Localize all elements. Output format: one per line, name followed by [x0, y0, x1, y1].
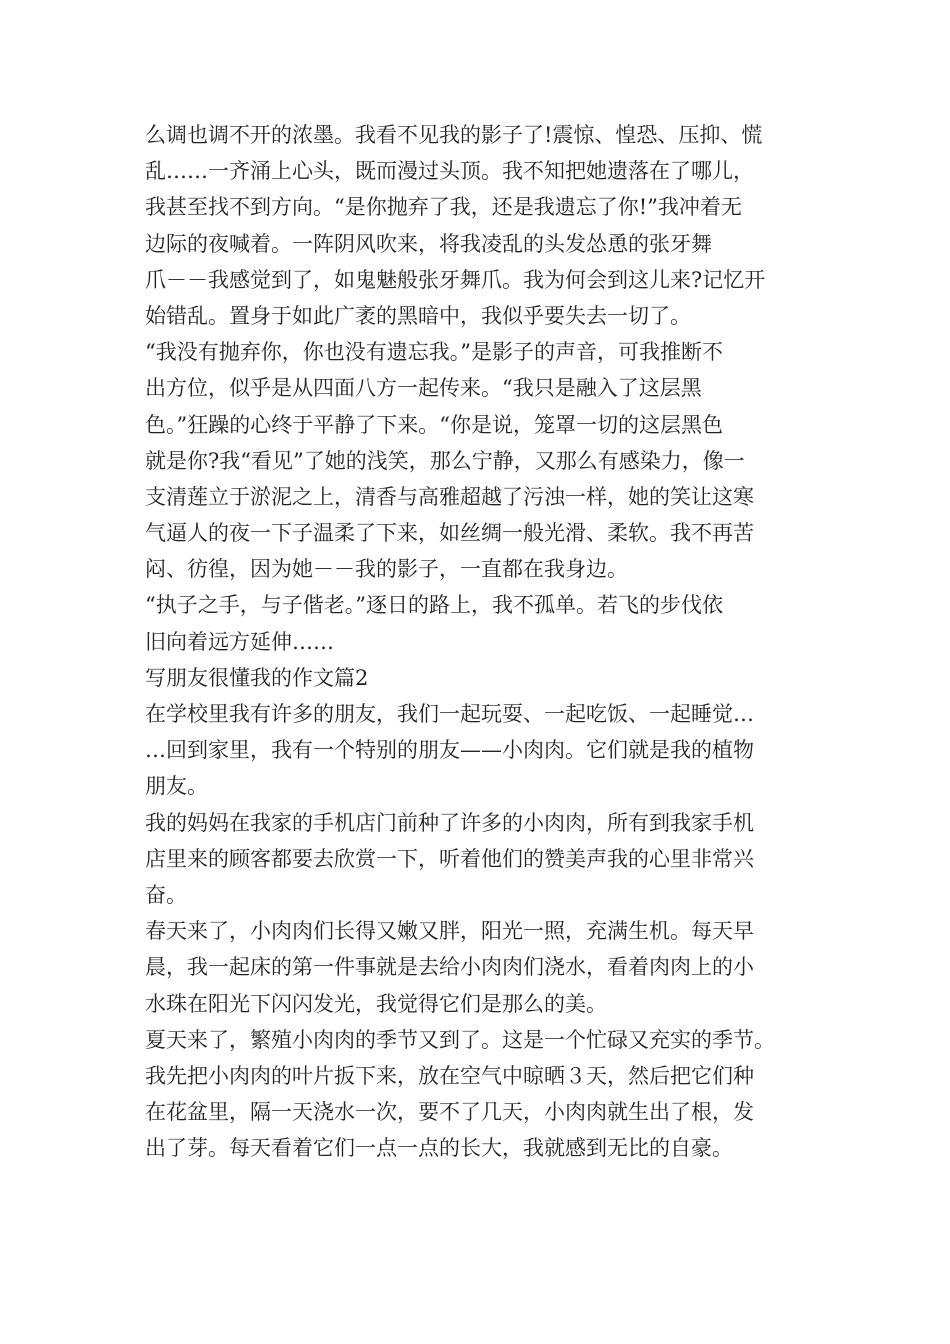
text-line-12: 气逼人的夜一下子温柔了下来，如丝绸一般光滑、柔软。我不再苦: [145, 521, 754, 546]
text-line-24: 晨，我一起床的第一件事就是去给小肉肉们浇水，看着肉肉上的小: [145, 955, 754, 980]
text-line-18: …回到家里，我有一个特别的朋友——小肉肉。它们就是我的植物: [145, 738, 754, 763]
text-line-6: 始错乱。置身于如此广袤的黑暗中，我似乎要失去一切了。: [145, 303, 691, 328]
text-line-11: 支清莲立于淤泥之上，清香与高雅超越了污浊一样，她的笑让这寒: [145, 484, 754, 509]
text-line-26: 夏天来了，繁殖小肉肉的季节又到了。这是一个忙碌又充实的季节。: [145, 1027, 775, 1052]
text-line-14: “执子之手，与子偕老。”逐日的路上，我不孤单。若飞的步伐依: [145, 593, 723, 618]
text-line-1: 么调也调不开的浓墨。我看不见我的影子了!震惊、惶恐、压抑、慌: [145, 123, 763, 147]
text-line-21: 店里来的顾客都要去欣赏一下，听着他们的赞美声我的心里非常兴: [145, 846, 754, 871]
text-line-4: 边际的夜喊着。一阵阴风吹来，将我凌乱的头发怂恿的张牙舞: [145, 231, 712, 256]
text-line-22: 奋。: [145, 882, 187, 907]
text-line-20: 我的妈妈在我家的手机店门前种了许多的小肉肉，所有到我家手机: [145, 810, 754, 835]
text-line-13: 闷、彷徨，因为她－－我的影子，一直都在我身边。: [145, 557, 628, 582]
text-line-27: 我先把小肉肉的叶片扳下来，放在空气中晾晒３天，然后把它们种: [145, 1063, 754, 1088]
section-heading: 写朋友很懂我的作文篇2: [145, 665, 369, 690]
text-line-10: 就是你?我“看见”了她的浅笑，那么宁静，又那么有感染力，像一: [145, 448, 745, 473]
text-line-17: 在学校里我有许多的朋友，我们一起玩耍、一起吃饭、一起睡觉…: [145, 702, 754, 726]
text-line-3: 我甚至找不到方向。“是你抛弃了我，还是我遗忘了你!”我冲着无: [145, 195, 742, 220]
text-line-25: 水珠在阳光下闪闪发光，我觉得它们是那么的美。: [145, 991, 607, 1016]
text-line-5: 爪－－我感觉到了，如鬼魅般张牙舞爪。我为何会到这儿来?记忆开: [145, 267, 766, 292]
text-line-28: 在花盆里，隔一天浇水一次，要不了几天，小肉肉就生出了根，发: [145, 1100, 754, 1125]
text-line-7: “我没有抛弃你，你也没有遗忘我。”是影子的声音，可我推断不: [145, 340, 723, 365]
text-line-9: 色。”狂躁的心终于平静了下来。“你是说，笼罩一切的这层黑色: [145, 412, 723, 437]
document-body: [145, 117, 835, 1166]
text-line-29: 出了芽。每天看着它们一点一点的长大，我就感到无比的自豪。: [145, 1136, 733, 1161]
text-line-2: 乱……一齐涌上心头，既而漫过头顶。我不知把她遗落在了哪儿，: [145, 159, 754, 184]
text-line-15: 旧向着远方延伸……: [145, 629, 334, 654]
text-line-19: 朋友。: [145, 774, 208, 799]
text-line-8: 出方位，似乎是从四面八方一起传来。“我只是融入了这层黑: [145, 376, 702, 401]
text-line-23: 春天来了，小肉肉们长得又嫩又胖，阳光一照，充满生机。每天早: [145, 919, 754, 944]
